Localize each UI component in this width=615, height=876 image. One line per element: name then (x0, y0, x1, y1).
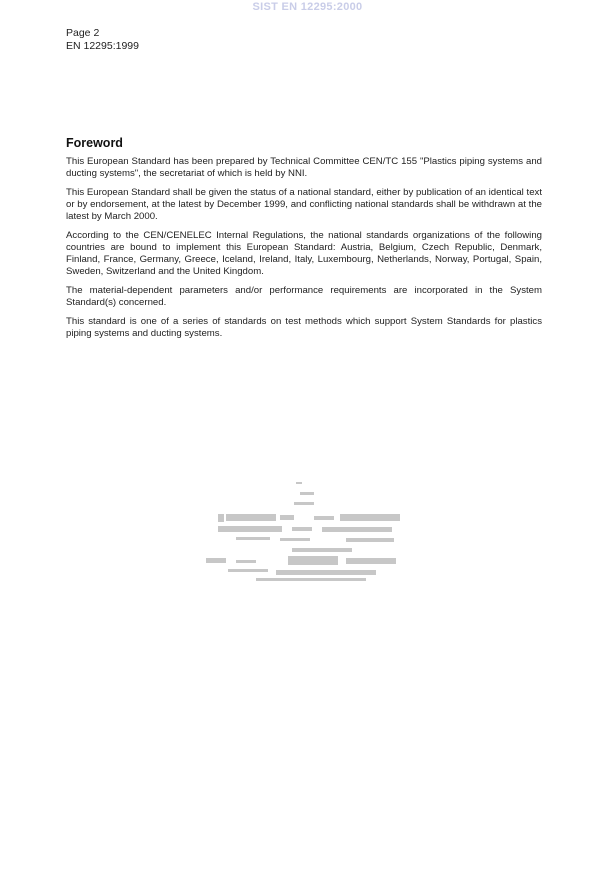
paragraph: This standard is one of a series of standards on test methods which support System Standards for plastics piping systems and ducting systems. (66, 316, 542, 339)
page-number: Page 2 (66, 27, 100, 39)
foreword-section (66, 136, 542, 347)
faded-stamp-icon (196, 478, 416, 588)
paragraph: According to the CEN/CENELEC Internal Regulations, the national standards organizations of the following countries are bound to implement this European Standard: Austria, Belgium, Czech Republic, Denmark, Finland, France, Germany, Greece, Iceland, Ireland, Italy, Luxembourg, Netherlands, Norway, Portugal, Spain, Sweden, Switzerland and the United Kingdom. (66, 230, 542, 277)
paragraph: The material-dependent parameters and/or performance requirements are incorporated in the System Standard(s) concerned. (66, 285, 542, 308)
paragraph: This European Standard shall be given the status of a national standard, either by publication of an identical text or by endorsement, at the latest by December 1999, and conflicting national standards shall be withdrawn at the latest by March 2000. (66, 187, 542, 222)
section-title: Foreword (66, 136, 123, 150)
page-header (66, 27, 139, 53)
watermark: SIST EN 12295:2000 (252, 1, 363, 13)
paragraph: This European Standard has been prepared by Technical Committee CEN/TC 155 "Plastics piping systems and ducting systems", the secretariat of which is held by NNI. (66, 156, 542, 179)
standard-number: EN 12295:1999 (66, 40, 139, 52)
